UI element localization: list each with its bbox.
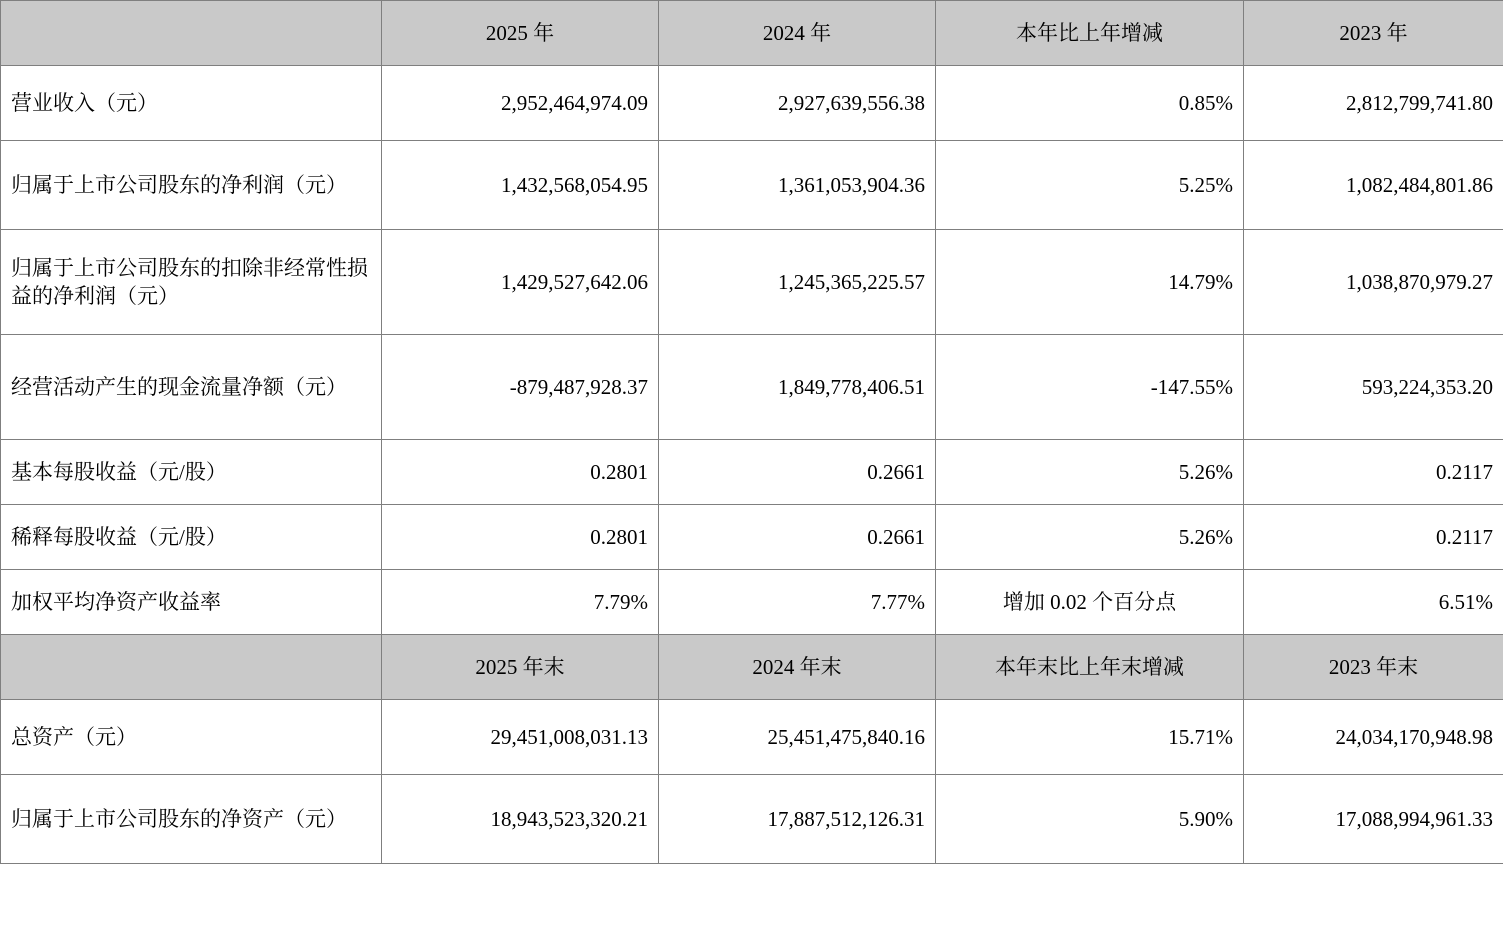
row-label: 总资产（元）	[1, 700, 382, 775]
cell-2024: 17,887,512,126.31	[659, 775, 936, 864]
row-label: 稀释每股收益（元/股）	[1, 505, 382, 570]
table-row	[1, 775, 1503, 864]
cell-change: 增加 0.02 个百分点	[936, 570, 1244, 635]
table-header-row-period-end	[1, 635, 1503, 700]
cell-change: 14.79%	[936, 230, 1244, 335]
header-cell-2025-end: 2025 年末	[382, 635, 659, 700]
table-row	[1, 141, 1503, 230]
header-cell-2023: 2023 年	[1244, 1, 1503, 66]
cell-2025: 1,429,527,642.06	[382, 230, 659, 335]
table-row	[1, 505, 1503, 570]
table-row	[1, 570, 1503, 635]
cell-2024: 0.2661	[659, 440, 936, 505]
row-label: 归属于上市公司股东的净资产（元）	[1, 775, 382, 864]
table-row	[1, 335, 1503, 440]
row-label: 基本每股收益（元/股）	[1, 440, 382, 505]
header-cell-blank-1	[1, 1, 382, 66]
cell-2024: 1,245,365,225.57	[659, 230, 936, 335]
table-header-row-annual	[1, 1, 1503, 66]
header-cell-2024-end: 2024 年末	[659, 635, 936, 700]
cell-2025: -879,487,928.37	[382, 335, 659, 440]
cell-2023: 2,812,799,741.80	[1244, 66, 1503, 141]
cell-2023: 593,224,353.20	[1244, 335, 1503, 440]
cell-2025: 29,451,008,031.13	[382, 700, 659, 775]
cell-change: 5.26%	[936, 505, 1244, 570]
cell-change: 0.85%	[936, 66, 1244, 141]
cell-2025: 1,432,568,054.95	[382, 141, 659, 230]
cell-2023: 0.2117	[1244, 505, 1503, 570]
table-body	[1, 1, 1503, 864]
cell-2025: 0.2801	[382, 440, 659, 505]
cell-2023: 24,034,170,948.98	[1244, 700, 1503, 775]
header-cell-2023-end: 2023 年末	[1244, 635, 1503, 700]
cell-2023: 0.2117	[1244, 440, 1503, 505]
cell-change: 5.26%	[936, 440, 1244, 505]
header-cell-blank-2	[1, 635, 382, 700]
table-row	[1, 66, 1503, 141]
cell-2025: 7.79%	[382, 570, 659, 635]
cell-2024: 1,849,778,406.51	[659, 335, 936, 440]
cell-2024: 2,927,639,556.38	[659, 66, 936, 141]
cell-change: 5.25%	[936, 141, 1244, 230]
row-label: 经营活动产生的现金流量净额（元）	[1, 335, 382, 440]
header-cell-2024: 2024 年	[659, 1, 936, 66]
cell-2023: 17,088,994,961.33	[1244, 775, 1503, 864]
header-cell-2025: 2025 年	[382, 1, 659, 66]
row-label: 归属于上市公司股东的净利润（元）	[1, 141, 382, 230]
header-cell-change-end: 本年末比上年末增减	[936, 635, 1244, 700]
cell-2024: 0.2661	[659, 505, 936, 570]
cell-change: -147.55%	[936, 335, 1244, 440]
cell-2025: 18,943,523,320.21	[382, 775, 659, 864]
cell-2024: 1,361,053,904.36	[659, 141, 936, 230]
cell-2023: 6.51%	[1244, 570, 1503, 635]
row-label: 归属于上市公司股东的扣除非经常性损益的净利润（元）	[1, 230, 382, 335]
row-label: 加权平均净资产收益率	[1, 570, 382, 635]
cell-2025: 0.2801	[382, 505, 659, 570]
cell-2023: 1,038,870,979.27	[1244, 230, 1503, 335]
table-row	[1, 440, 1503, 505]
row-label: 营业收入（元）	[1, 66, 382, 141]
cell-change: 5.90%	[936, 775, 1244, 864]
cell-2023: 1,082,484,801.86	[1244, 141, 1503, 230]
cell-2025: 2,952,464,974.09	[382, 66, 659, 141]
cell-2024: 7.77%	[659, 570, 936, 635]
cell-change: 15.71%	[936, 700, 1244, 775]
cell-2024: 25,451,475,840.16	[659, 700, 936, 775]
header-cell-change: 本年比上年增减	[936, 1, 1244, 66]
table-row	[1, 230, 1503, 335]
table-row	[1, 700, 1503, 775]
